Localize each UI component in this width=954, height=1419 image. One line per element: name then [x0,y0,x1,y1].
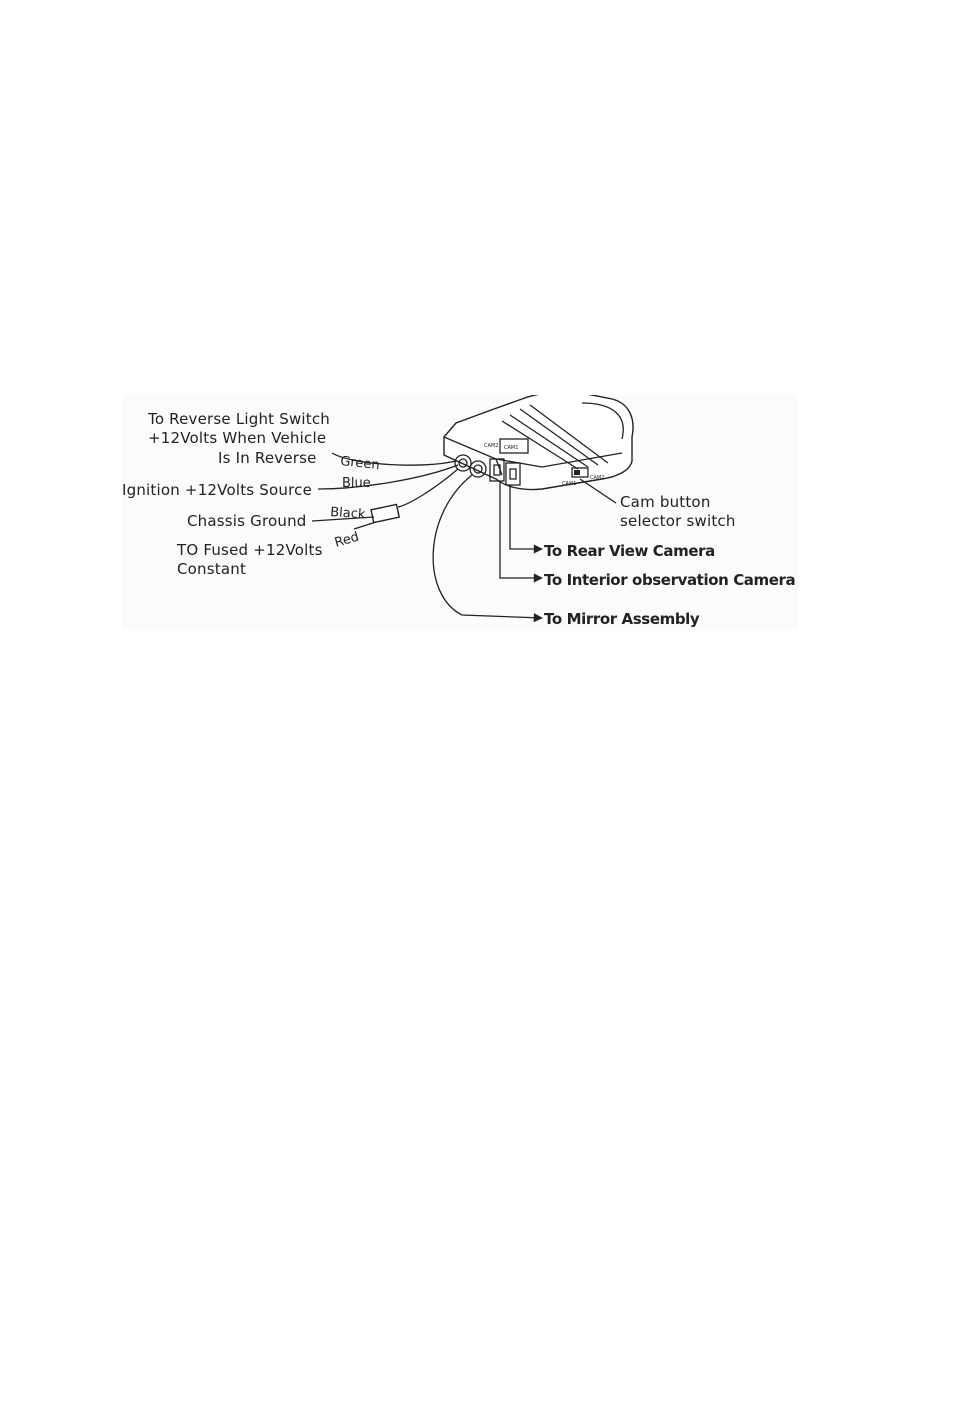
interior-camera-arrow [500,481,542,578]
label-rear-camera: To Rear View Camera [544,542,715,560]
switch-cam1-label: CAM1 [562,481,577,487]
red-wire [354,522,376,529]
rear-camera-arrow [510,485,542,549]
label-fused-line2: Constant [177,560,247,578]
switch-leader-line [580,479,616,503]
switch-cam2-label: CAM2 [590,475,605,481]
label-cam-line2: selector switch [620,512,736,530]
label-fused-line1: TO Fused +12Volts [177,541,323,559]
wire-label-red: Red [332,529,361,551]
label-ignition: Ignition +12Volts Source [122,481,313,499]
label-reverse-line3: Is In Reverse [218,449,317,467]
wiring-diagram [122,395,798,630]
port-cam2-label: CAM2 [484,443,499,449]
label-interior-camera: To Interior observation Camera [544,571,796,589]
wiring-diagram-svg [122,395,798,630]
label-chassis: Chassis Ground [187,512,307,530]
wire-label-blue: Blue [342,476,371,491]
wire-label-green: Green [339,454,381,474]
mirror-arrow [433,475,542,618]
port-cam1-label: CAM1 [504,445,519,451]
fuse-holder [371,504,399,522]
label-reverse-line1: To Reverse Light Switch [148,410,331,428]
label-mirror: To Mirror Assembly [544,610,700,628]
control-box [444,395,633,490]
label-reverse-line2: +12Volts When Vehicle [148,429,327,447]
wire-label-black: Black [329,505,366,523]
label-cam-line1: Cam button [620,493,711,511]
